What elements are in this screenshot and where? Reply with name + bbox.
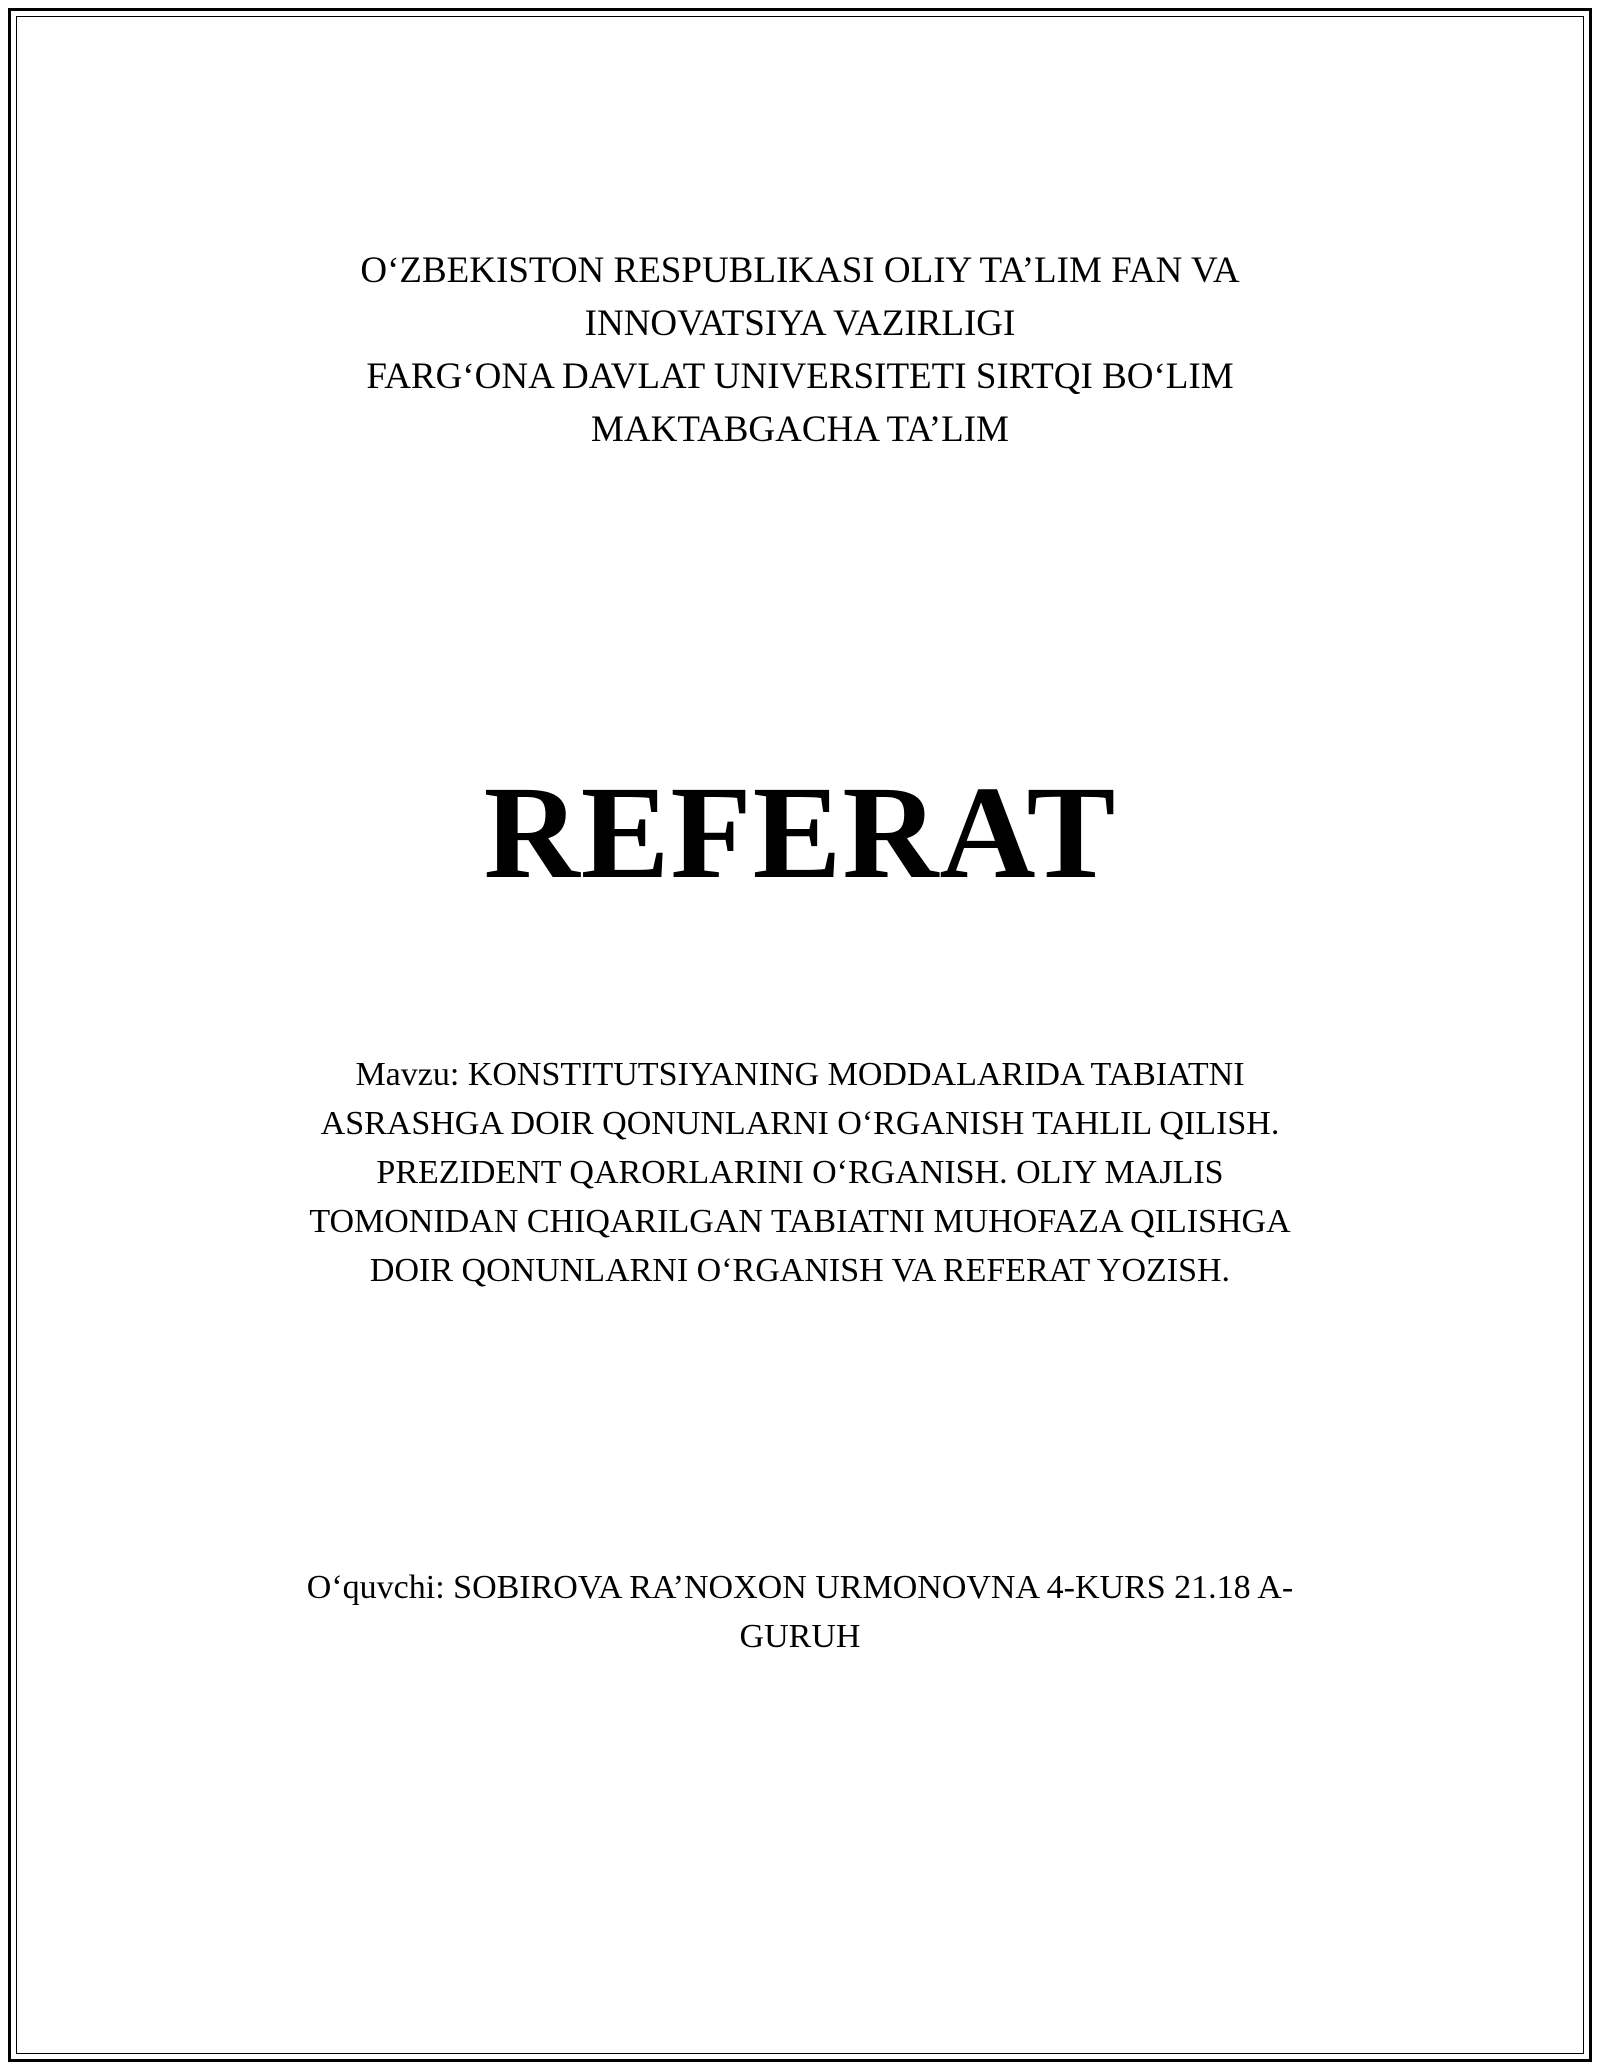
student-line-1: O‘quvchi: SOBIROVA RA’NOXON URMONOVNA 4-KURS 21.18 A- — [306, 1569, 1294, 1606]
header-line-2: INNOVATSIYA VAZIRLIGI — [584, 303, 1016, 344]
topic-line-3: PREZIDENT QARORLARINI O‘RGANISH. OLIY MAJLIS — [376, 1154, 1224, 1191]
topic-line-1: Mavzu: KONSTITUTSIYANING MODDALARIDA TABIATNI — [355, 1056, 1245, 1093]
student-line-2: GURUH — [739, 1618, 861, 1655]
topic-line-2: ASRASHGA DOIR QONUNLARNI O‘RGANISH TAHLIL QILISH. — [320, 1105, 1280, 1142]
header-line-3: FARG‘ONA DAVLAT UNIVERSITETI SIRTQI BO‘LIM — [366, 356, 1234, 397]
institution-header — [0, 244, 1600, 456]
header-line-1: O‘ZBEKISTON RESPUBLIKASI OLIY TA’LIM FAN VA — [360, 250, 1240, 291]
topic-block — [0, 1050, 1600, 1295]
topic-line-4: TOMONIDAN CHIQARILGAN TABIATNI MUHOFAZA QILISHGA — [309, 1203, 1291, 1240]
header-line-4: MAKTABGACHA TA’LIM — [591, 409, 1009, 450]
document-title: REFERAT — [483, 758, 1117, 906]
student-info — [0, 1563, 1600, 1661]
topic-line-5: DOIR QONUNLARNI O‘RGANISH VA REFERAT YOZISH. — [369, 1252, 1231, 1289]
